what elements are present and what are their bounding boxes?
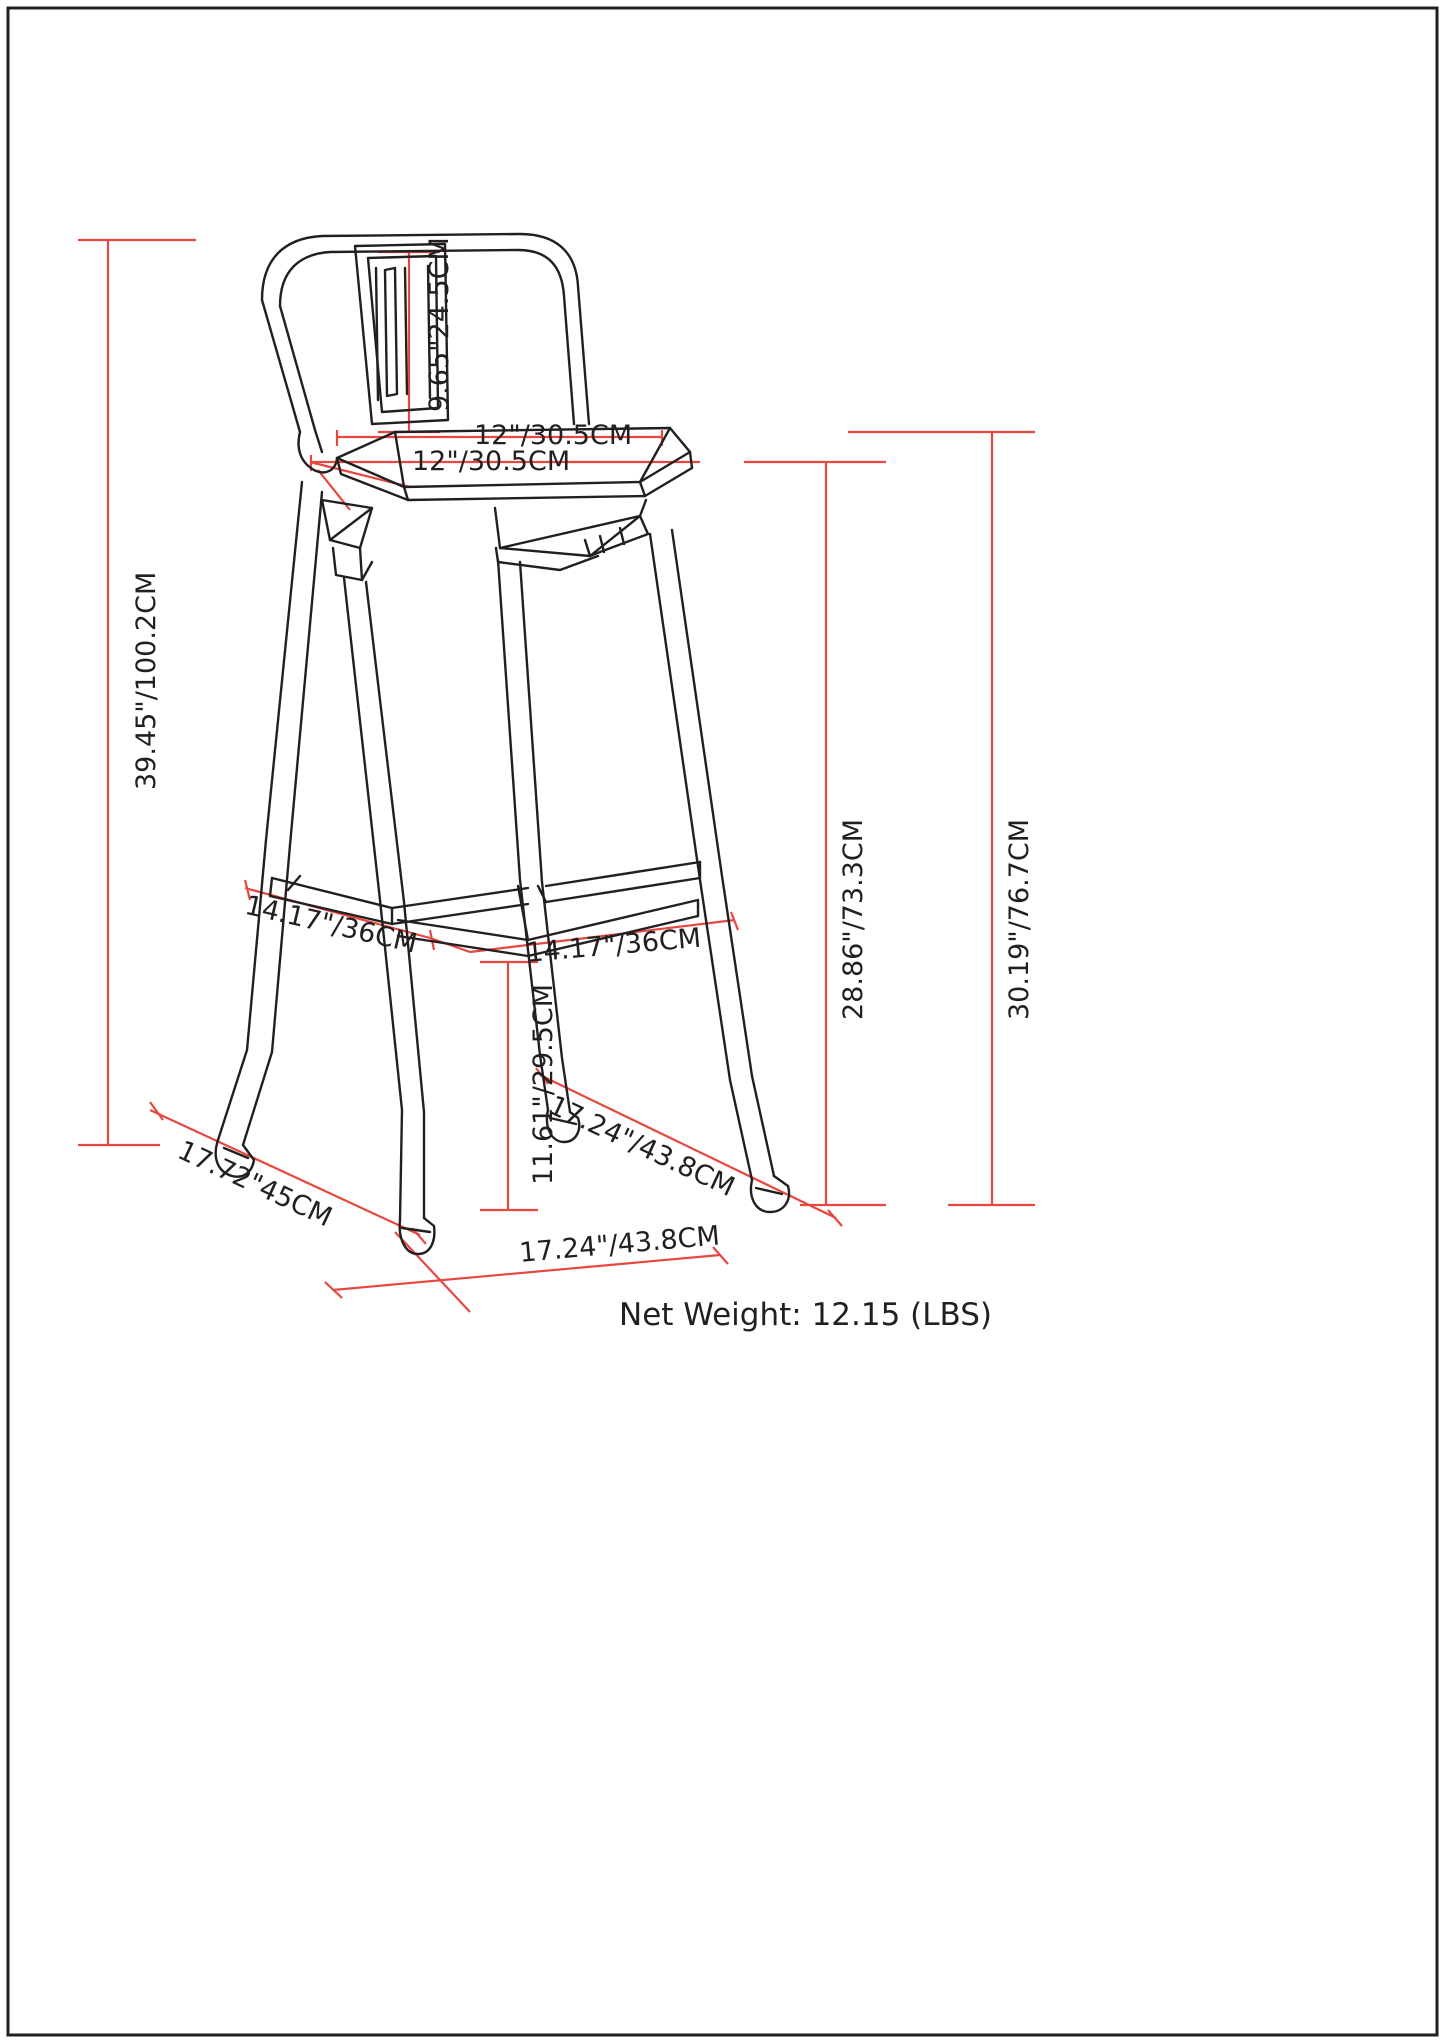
dim-backrest-height: 9.65"24.5CM [424,237,455,412]
dim-back-top-height: 30.19"/76.7CM [1004,818,1035,1020]
dim-footrest-height: 11.61"/29.5CM [528,983,559,1185]
dim-footrest-width-left: 14.17"/36CM [242,890,420,960]
dim-seat-depth: 12"/30.5CM [412,446,571,477]
dim-overall-height: 39.45"/100.2CM [131,571,162,790]
dim-base-depth-right: 17.24"/43.8CM [543,1090,740,1204]
dim-seat-width-top: 12"/30.5CM [474,420,633,451]
page-border [8,8,1437,2035]
dim-base-width-front: 17.24"/43.8CM [518,1220,722,1269]
dim-footrest-width-right: 14.17"/36CM [525,922,703,969]
dim-base-width-left: 17.72"45CM [172,1135,337,1234]
dim-seat-height: 28.86"/73.3CM [838,818,869,1020]
stool-illustration [216,234,789,1254]
net-weight-label: Net Weight: 12.15 (LBS) [619,1297,993,1333]
